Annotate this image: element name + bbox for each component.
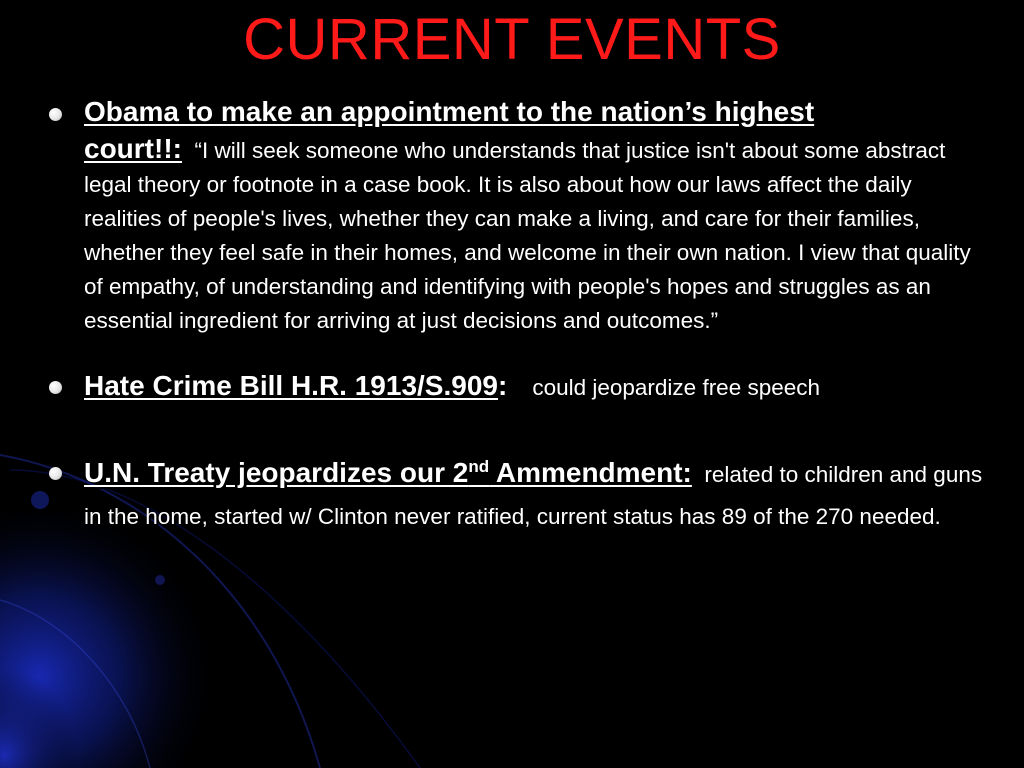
bullet-body: could jeopardize free speech [532, 375, 821, 400]
bullet-headline-continued: court!!: [84, 133, 182, 164]
bullet-headline-colon: : [497, 370, 508, 401]
bullet-paragraph [84, 94, 986, 338]
bullet-headline: Obama to make an appointment to the nation’s highest [84, 96, 815, 127]
slide-title: CURRENT EVENTS [243, 7, 781, 72]
bullet-icon [49, 381, 62, 394]
bullet-headline: Hate Crime Bill H.R. 1913/S.909 [84, 370, 498, 401]
bullet-headline-superscript: nd [468, 457, 490, 476]
bullet-paragraph [84, 452, 986, 538]
bullet-item-un-treaty [46, 452, 986, 538]
bullet-headline [84, 457, 692, 488]
bullet-paragraph [84, 366, 986, 408]
bullet-item-hate-crime-bill [46, 366, 986, 408]
bullet-body: related to children and guns in the home, started w/ Clinton never ratified, current status has 89 of the 270 needed. [84, 462, 983, 529]
bullet-list [46, 94, 986, 538]
bullet-icon [49, 467, 62, 480]
bullet-body-quote: “I will seek someone who understands that justice isn't about some abstract legal theory or footnote in a case book. It is also about how our laws affect the daily realities of people's lives, whether they can make a living, and care for their families, whether they feel safe in their homes, and welcome in their own nation. I view that quality of empathy, of understanding and identifying with people's hopes and struggles as an essential ingredient for arriving at just decisions and outcomes.” [84, 138, 971, 333]
bullet-icon [49, 108, 62, 121]
bullet-item-supreme-court [46, 94, 986, 338]
bullet-headline-text-end: Ammendment: [489, 457, 692, 488]
bullet-headline-text: U.N. Treaty jeopardizes our 2 [84, 457, 469, 488]
